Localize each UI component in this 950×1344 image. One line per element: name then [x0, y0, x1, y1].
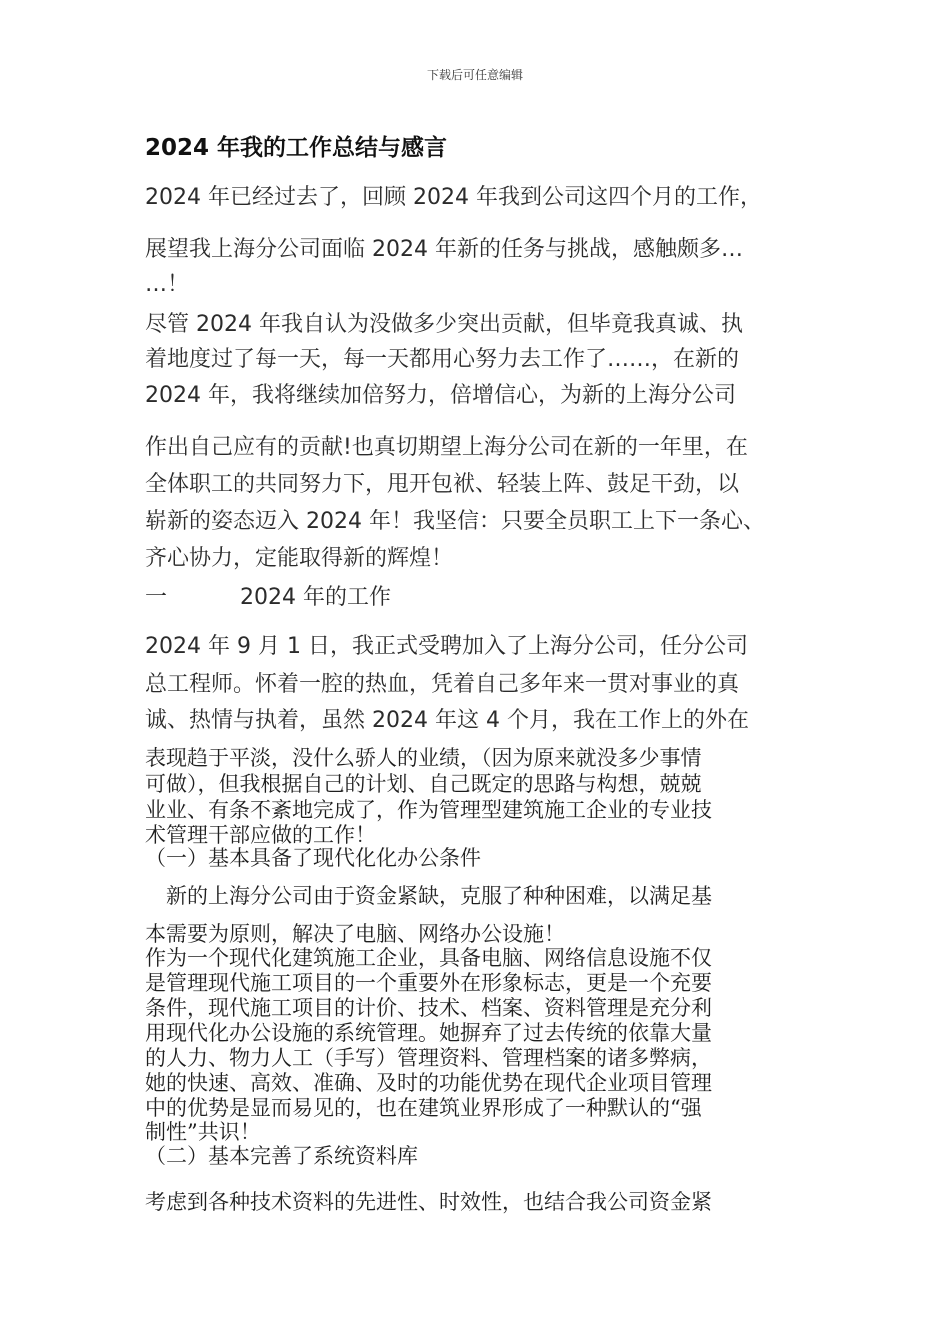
paragraph-line: 作为一个现代化建筑施工企业，具备电脑、网络信息设施不仅	[145, 946, 712, 970]
page-header: 下载后可任意编辑	[426, 68, 523, 82]
paragraph-line: 的人力、物力人工（手写）管理资料、管理档案的诸多弊病，	[145, 1046, 712, 1070]
paragraph-line: 是管理现代施工项目的一个重要外在形象标志，更是一个充要	[145, 971, 712, 995]
paragraph-line: 她的快速、高效、准确、及时的功能优势在现代企业项目管理	[145, 1071, 712, 1095]
paragraph-line: 诚、热情与执着，虽然 2024 年这 4 个月，我在工作上的外在	[145, 708, 749, 733]
section-number: 一	[145, 585, 168, 610]
paragraph-line: 业业、有条不紊地完成了，作为管理型建筑施工企业的专业技	[145, 798, 712, 822]
paragraph-line: 中的优势是显而易见的，也在建筑业界形成了一种默认的“强	[145, 1096, 702, 1120]
paragraph-line: …！	[145, 272, 190, 297]
paragraph-line: 总工程师。怀着一腔的热血，凭着自己多年来一贯对事业的真	[145, 672, 740, 697]
paragraph-line: 用现代化办公设施的系统管理。她摒弃了过去传统的依靠大量	[145, 1021, 712, 1045]
paragraph-line: 条件，现代施工项目的计价、技术、档案、资料管理是充分利	[145, 996, 712, 1020]
paragraph-line: 作出自己应有的贡献!也真切期望上海分公司在新的一年里，在	[145, 435, 748, 460]
paragraph-line: 全体职工的共同努力下，甩开包袱、轻装上阵、鼓足干劲，以	[145, 472, 740, 497]
section-heading	[145, 584, 391, 612]
paragraph-line: 可做），但我根据自己的计划、自己既定的思路与构想，兢兢	[145, 772, 702, 796]
paragraph-line: 2024 年已经过去了，回顾 2024 年我到公司这四个月的工作，	[145, 185, 762, 210]
paragraph-line: 齐心协力，定能取得新的辉煌！	[145, 546, 454, 571]
paragraph-line: 着地度过了每一天，每一天都用心努力去工作了……，在新的	[145, 347, 740, 372]
paragraph-line: 崭新的姿态迈入 2024 年！我坚信：只要全员职工上下一条心、	[145, 509, 765, 534]
paragraph-line: 尽管 2024 年我自认为没做多少突出贡献，但毕竟我真诚、执	[145, 312, 743, 337]
paragraph-line: 新的上海分公司由于资金紧缺，克服了种种困难，以满足基	[145, 884, 712, 908]
paragraph-line: 考虑到各种技术资料的先进性、时效性，也结合我公司资金紧	[145, 1190, 712, 1214]
paragraph-line: 表现趋于平淡，没什么骄人的业绩，（因为原来就没多少事情	[145, 746, 702, 770]
paragraph-line: 展望我上海分公司面临 2024 年新的任务与挑战，感触颇多…	[145, 237, 743, 262]
subsection-heading: （二）基本完善了系统资料库	[145, 1144, 418, 1168]
subsection-heading: （一）基本具备了现代化化办公条件	[145, 846, 481, 870]
document-title: 2024 年我的工作总结与感言	[145, 135, 448, 161]
paragraph-line: 2024 年，我将继续加倍努力，倍增信心，为新的上海分公司	[145, 383, 736, 408]
paragraph-line: 2024 年 9 月 1 日，我正式受聘加入了上海分公司，任分公司	[145, 634, 748, 659]
paragraph-line: 制性”共识！	[145, 1120, 261, 1144]
section-title: 2024 年的工作	[240, 585, 391, 610]
paragraph-line: 术管理干部应做的工作！	[145, 823, 376, 847]
paragraph-line: 本需要为原则，解决了电脑、网络办公设施！	[145, 922, 565, 946]
